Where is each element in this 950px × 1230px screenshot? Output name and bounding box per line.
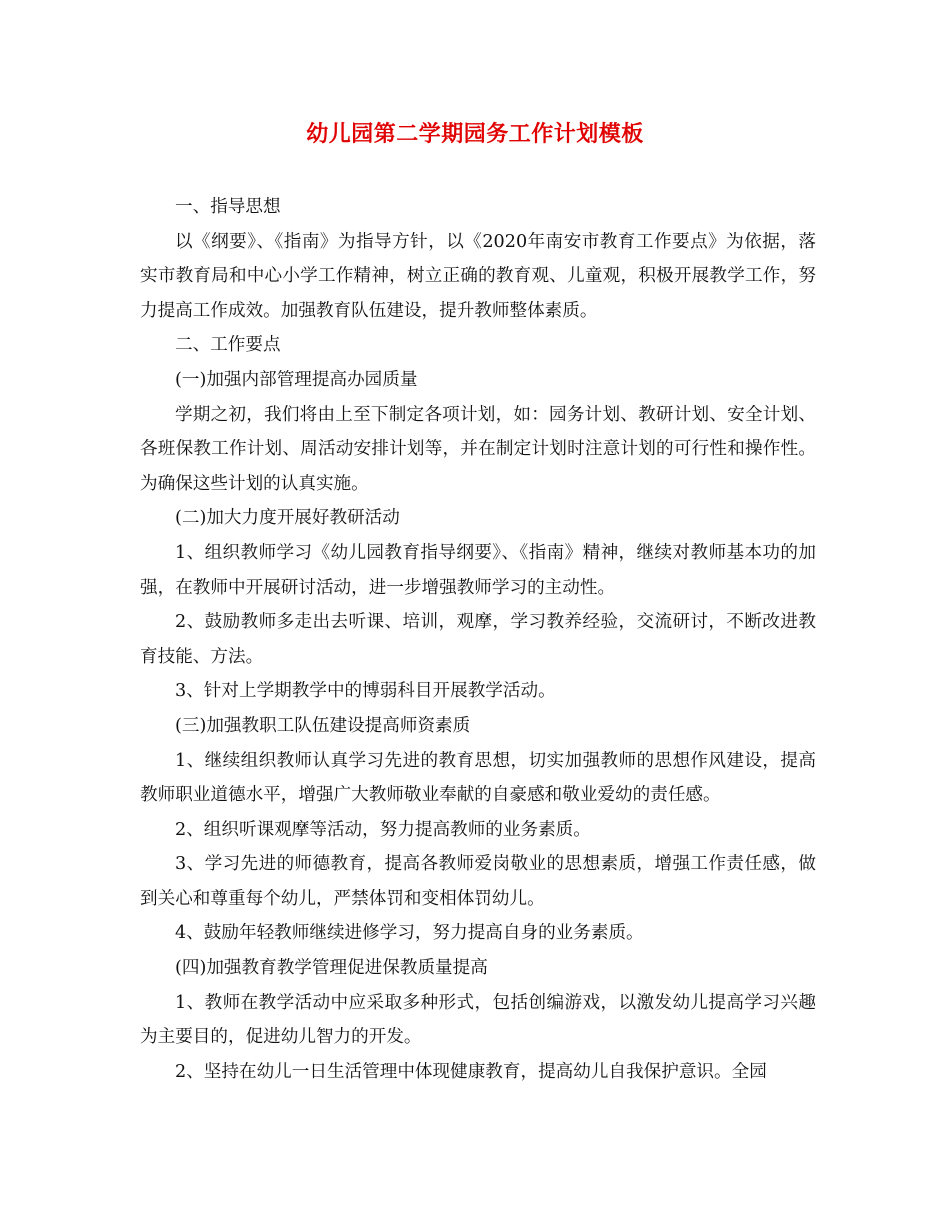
list-item-research-1: 1、组织教师学习《幼儿园教育指导纲要》、《指南》精神，继续对教师基本功的加强，在教师中开展研讨活动，进一步增强教师学习的主动性。 <box>140 542 816 598</box>
list-item-management-2: 2、坚持在幼儿一日生活管理中体现健康教育，提高幼儿自我保护意识。全园 <box>175 1061 767 1082</box>
section-heading-guiding-ideology: 一、指导思想 <box>175 197 281 217</box>
list-item-staff-1: 1、继续组织教师认真学习先进的教育思想，切实加强教师的思想作风建设，提高教师职业道德水平，增强广大教师敬业奉献的自豪感和敬业爱幼的责任感。 <box>140 750 816 806</box>
paragraph-guiding-ideology: 以《纲要》、《指南》为指导方针，以《2020年南安市教育工作要点》为依据，落实市教育局和中心小学工作精神，树立正确的教育观、儿童观，积极开展教学工作，努力提高工作成效。加强教育队伍建设，提升教师整体素质。 <box>140 231 816 321</box>
subheading-internal-management: (一)加强内部管理提高办园质量 <box>175 369 418 390</box>
list-item-research-2: 2、鼓励教师多走出去听课、培训，观摩，学习教养经验，交流研讨，不断改进教育技能、方法。 <box>140 612 816 667</box>
list-item-staff-4: 4、鼓励年轻教师继续进修学习，努力提高自身的业务素质。 <box>175 923 644 944</box>
subheading-staff-building: (三)加强教职工队伍建设提高师资素质 <box>175 715 471 736</box>
paragraph-internal-management: 学期之初，我们将由上至下制定各项计划，如：园务计划、教研计划、安全计划、各班保教工作计划、周活动安排计划等，并在制定计划时注意计划的可行性和操作性。为确保这些计划的认真实施。 <box>140 404 816 494</box>
section-heading-work-points: 二、工作要点 <box>175 335 281 356</box>
list-item-management-1: 1、教师在教学活动中应采取多种形式，包括创编游戏，以激发幼儿提高学习兴趣为主要目的，促进幼儿智力的开发。 <box>140 992 816 1048</box>
list-item-research-3: 3、针对上学期教学中的博弱科目开展教学活动。 <box>175 681 556 702</box>
subheading-teaching-management: (四)加强教育教学管理促进保教质量提高 <box>175 958 488 979</box>
list-item-staff-3: 3、学习先进的师德教育，提高各教师爱岗敬业的思想素质，增强工作责任感，做到关心和尊重每个幼儿，严禁体罚和变相体罚幼儿。 <box>140 854 816 909</box>
document-body <box>140 190 816 1089</box>
subheading-teaching-research: (二)加大力度开展好教研活动 <box>175 508 400 529</box>
list-item-staff-2: 2、组织听课观摩等活动，努力提高教师的业务素质。 <box>175 819 591 840</box>
document-title: 幼儿园第二学期园务工作计划模板 <box>306 121 644 147</box>
